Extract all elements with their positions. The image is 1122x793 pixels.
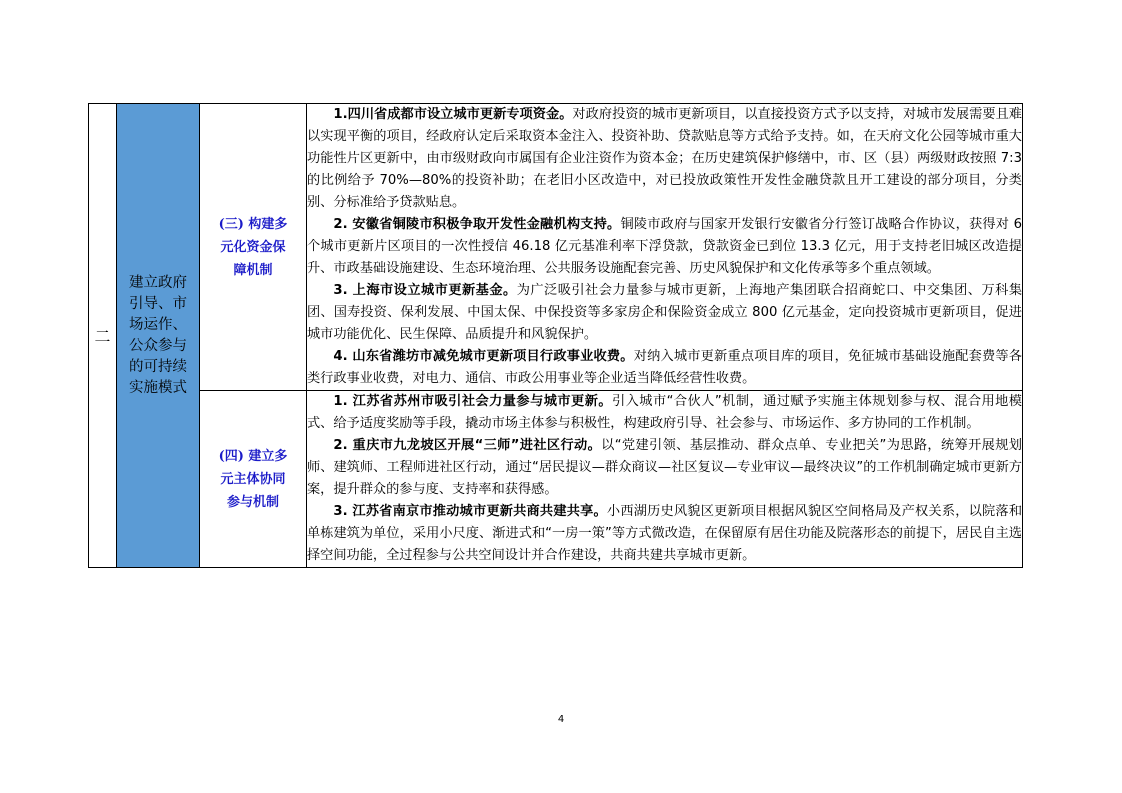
case-paragraph	[307, 435, 1022, 501]
section-title-line: 参与机制	[226, 494, 279, 510]
case-paragraph	[307, 280, 1022, 346]
category-line: 场运作、	[129, 316, 187, 333]
policy-table	[88, 103, 1023, 568]
section-title-line: (三) 构建多	[218, 216, 288, 232]
section-content-funding	[307, 104, 1023, 391]
category-line: 的可持续	[129, 358, 187, 375]
table-row	[89, 104, 1023, 391]
case-heading: 4. 山东省潍坊市减免城市更新项目行政事业收费。	[333, 349, 634, 364]
case-heading: 3. 江苏省南京市推动城市更新共商共建共享。	[333, 504, 607, 519]
case-heading: 3. 上海市设立城市更新基金。	[333, 283, 517, 298]
category-line: 公众参与	[129, 337, 187, 354]
section-title-funding	[200, 104, 307, 391]
case-heading: 2. 安徽省铜陵市积极争取开发性金融机构支持。	[333, 217, 621, 232]
case-text: 对政府投资的城市更新项目，以直接投资方式予以支持，对城市发展需要且难以实现平衡的项目，经政府认定后采取资本金注入、投资补助、贷款贴息等方式给予支持。如，在天府文化公园等城市重大功能性片区更新中，由市级财政向市属国有企业注资作为资本金；在历史建筑保护修缮中，市、区（县）两级财政按照 7:3 的比例给予 70%—80%的投资补助；在老旧小区改造中，对已投放政策性开发性金融贷款且开工建设的部分项目，分类别、分标准给予贷款贴息。	[307, 107, 1022, 210]
case-text: 以“党建引领、基层推动、群众点单、专业把关”为思路，统筹开展规划师、建筑师、工程师进社区行动，通过“居民提议—群众商议—社区复议—专业审议—最终决议”的工作机制确定城市更新方案，提升群众的参与度、支持率和获得感。	[307, 438, 1022, 497]
case-text: 对纳入城市更新重点项目库的项目，免征城市基础设施配套费等各类行政事业收费，对电力、通信、市政公用事业等企业适当降低经营性收费。	[307, 349, 1022, 386]
case-text: 小西湖历史风貌区更新项目根据风貌区空间格局及产权关系，以院落和单栋建筑为单位，采用小尺度、渐进式和“一房一策”等方式微改造，在保留原有居住功能及院落形态的前提下，居民自主选择空间功能，全过程参与公共空间设计并合作建设，共商共建共享城市更新。	[307, 504, 1023, 563]
category-line: 实施模式	[129, 379, 187, 396]
case-text: 为广泛吸引社会力量参与城市更新，上海地产集团联合招商蛇口、中交集团、万科集团、国寿投资、保利发展、中国太保、中保投资等多家房企和保险资金成立 800 亿元基金，定向投资城市更新项目，促进城市功能优化、民生保障、品质提升和风貌保护。	[307, 283, 1023, 342]
case-heading: 1. 江苏省苏州市吸引社会力量参与城市更新。	[333, 394, 612, 409]
case-heading: 1.四川省成都市设立城市更新专项资金。	[333, 107, 573, 122]
case-paragraph	[307, 501, 1022, 567]
table-row	[89, 391, 1023, 568]
section-content-participation	[307, 391, 1023, 568]
section-title-participation	[200, 391, 307, 568]
category-line: 引导、市	[129, 295, 187, 312]
case-paragraph	[307, 346, 1022, 390]
section-title-line: 障机制	[233, 262, 273, 278]
section-title-line: 元化资金保	[220, 239, 286, 255]
row-number: 二	[89, 104, 117, 568]
case-paragraph	[307, 214, 1022, 280]
case-text: 引入城市“合伙人”机制，通过赋予实施主体规划参与权、混合用地模式、给予适度奖励等手段，撬动市场主体参与积极性，构建政府引导、社会参与、市场运作、多方协同的工作机制。	[307, 394, 1022, 431]
case-heading: 2. 重庆市九龙坡区开展“三师”进社区行动。	[333, 438, 602, 453]
case-paragraph	[307, 104, 1022, 214]
section-title-line: (四) 建立多	[218, 448, 288, 464]
category-line: 建立政府	[129, 274, 187, 291]
page-number: 4	[557, 714, 565, 725]
section-title-line: 元主体协同	[220, 471, 286, 487]
case-text: 铜陵市政府与国家开发银行安徽省分行签订战略合作协议，获得对 6 个城市更新片区项目的一次性授信 46.18 亿元基准利率下浮贷款，贷款资金已到位 13.3 亿元，用于支持老旧城区改造提升、市政基础设施建设、生态环境治理、公共服务设施配套完善、历史风貌保护和文化传承等多个重点领域。	[307, 217, 1022, 276]
category-cell	[117, 104, 200, 568]
case-paragraph	[307, 391, 1022, 435]
